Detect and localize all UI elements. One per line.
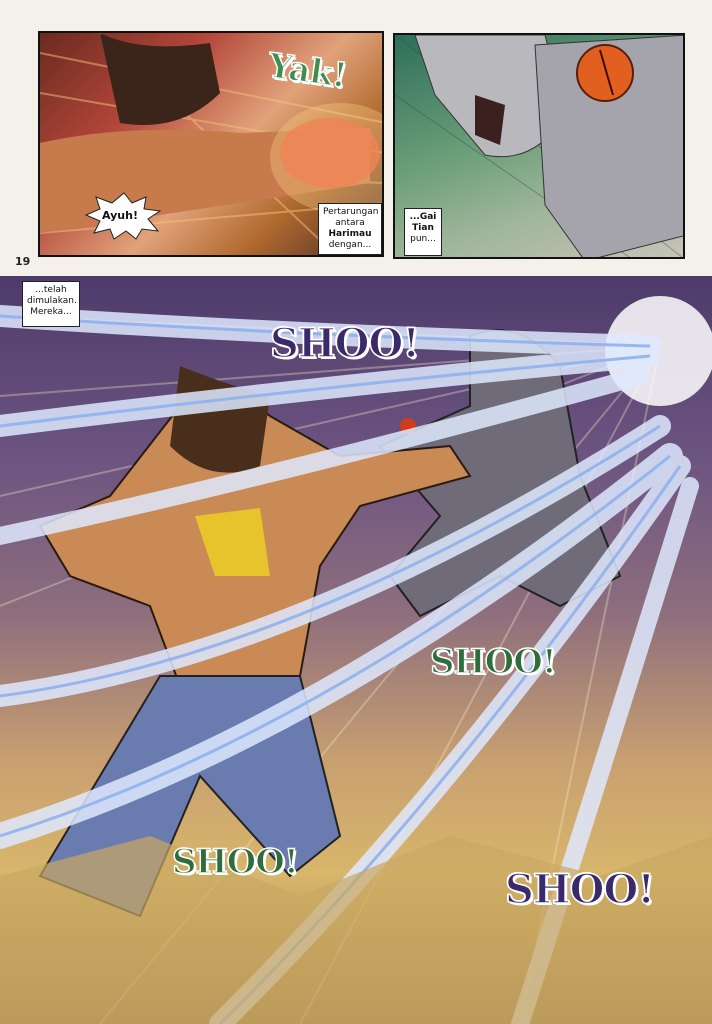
caption-line: ...Gai: [409, 212, 437, 222]
caption-line: ...telah: [35, 285, 67, 295]
caption-line: pun...: [410, 234, 436, 244]
panel-3: [0, 276, 712, 1024]
sfx-shoo-4: SHOO!: [505, 866, 654, 913]
sfx-shoo-2: SHOO!: [430, 642, 556, 682]
sfx-yak: Yak!: [265, 45, 349, 97]
caption-panel2: [404, 208, 442, 256]
caption-line: dengan...: [328, 240, 372, 250]
hero-hair: [170, 366, 270, 473]
panel-1: [38, 31, 384, 257]
hair-shape: [100, 33, 220, 125]
caption-line: Pertarungan: [323, 207, 379, 217]
sfx-shoo-1: SHOO!: [270, 320, 419, 367]
caption-line: antara: [335, 218, 365, 228]
caption-panel3: [22, 281, 80, 327]
red-gem: [577, 45, 633, 101]
caption-name: Harimau: [328, 229, 372, 239]
caption-line: Mereka...: [30, 307, 72, 317]
shout-ayuh: Ayuh!: [102, 209, 138, 222]
caption-panel1: [318, 203, 382, 255]
panel-2: [393, 33, 685, 259]
sfx-shoo-3: SHOO!: [172, 842, 298, 882]
page-number: 19: [15, 255, 31, 268]
caption-line: Tian: [412, 223, 434, 233]
caption-line: dimulakan.: [27, 296, 77, 306]
